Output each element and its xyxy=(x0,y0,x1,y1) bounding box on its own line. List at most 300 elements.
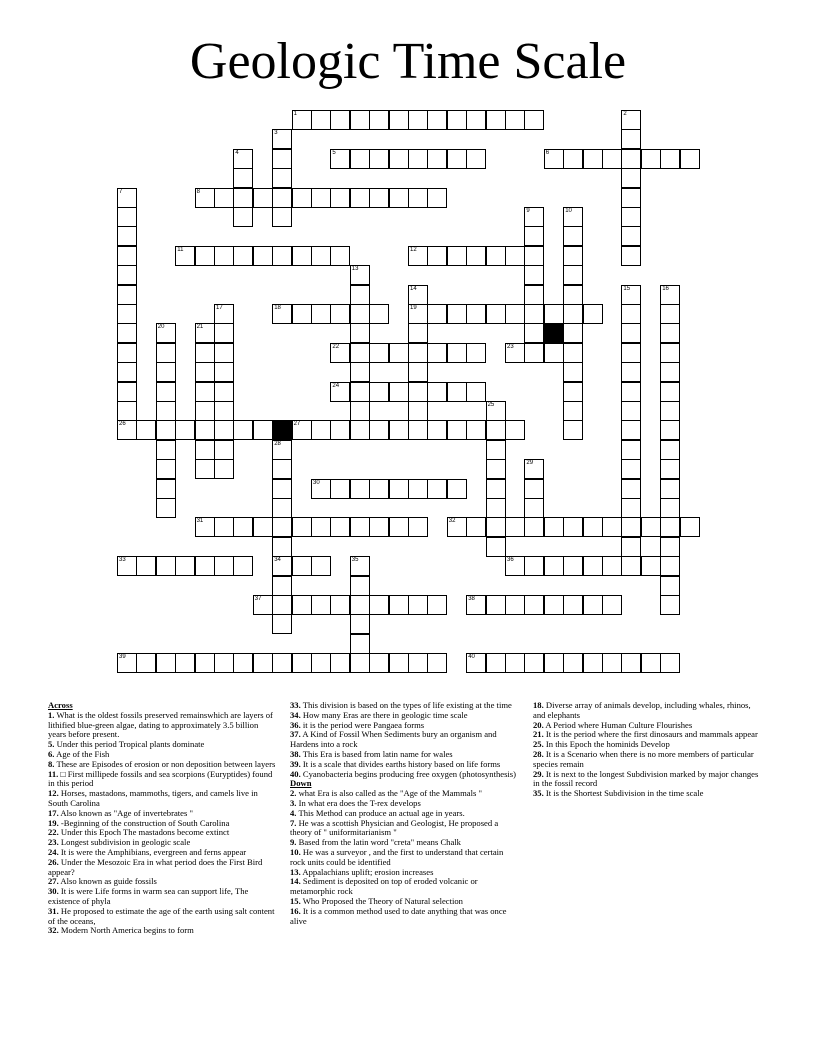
grid-cell[interactable] xyxy=(214,343,234,363)
grid-cell[interactable] xyxy=(233,653,253,673)
grid-cell[interactable] xyxy=(350,653,370,673)
grid-cell[interactable] xyxy=(117,323,137,343)
grid-cell[interactable] xyxy=(466,653,486,673)
grid-cell[interactable] xyxy=(214,440,234,460)
grid-cell[interactable] xyxy=(680,517,700,537)
grid-cell[interactable] xyxy=(427,188,447,208)
grid-cell[interactable] xyxy=(175,246,195,266)
grid-cell[interactable] xyxy=(621,343,641,363)
grid-cell[interactable] xyxy=(408,401,428,421)
grid-cell[interactable] xyxy=(544,517,564,537)
grid-cell[interactable] xyxy=(563,265,583,285)
grid-cell[interactable] xyxy=(350,323,370,343)
grid-cell[interactable] xyxy=(117,401,137,421)
grid-cell[interactable] xyxy=(195,653,215,673)
grid-cell[interactable] xyxy=(660,440,680,460)
grid-cell[interactable] xyxy=(660,556,680,576)
grid-cell[interactable] xyxy=(408,285,428,305)
grid-cell[interactable] xyxy=(233,188,253,208)
grid-cell[interactable] xyxy=(505,653,525,673)
grid-cell[interactable] xyxy=(408,110,428,130)
grid-cell[interactable] xyxy=(524,110,544,130)
grid-cell[interactable] xyxy=(175,556,195,576)
grid-cell[interactable] xyxy=(311,246,331,266)
grid-cell[interactable] xyxy=(524,653,544,673)
grid-cell[interactable] xyxy=(389,517,409,537)
grid-cell[interactable] xyxy=(156,401,176,421)
grid-cell[interactable] xyxy=(369,420,389,440)
grid-cell[interactable] xyxy=(466,246,486,266)
grid-cell[interactable] xyxy=(660,343,680,363)
grid-cell[interactable] xyxy=(447,343,467,363)
grid-cell[interactable] xyxy=(660,517,680,537)
grid-cell[interactable] xyxy=(350,110,370,130)
grid-cell[interactable] xyxy=(563,226,583,246)
grid-cell[interactable] xyxy=(524,498,544,518)
grid-cell[interactable] xyxy=(311,110,331,130)
grid-cell[interactable] xyxy=(350,265,370,285)
grid-cell[interactable] xyxy=(563,420,583,440)
grid-cell[interactable] xyxy=(389,420,409,440)
grid-cell[interactable] xyxy=(311,188,331,208)
grid-cell[interactable] xyxy=(156,343,176,363)
grid-cell[interactable] xyxy=(621,653,641,673)
grid-cell[interactable] xyxy=(369,517,389,537)
grid-cell[interactable] xyxy=(427,246,447,266)
grid-cell[interactable] xyxy=(660,537,680,557)
grid-cell[interactable] xyxy=(621,207,641,227)
grid-cell[interactable] xyxy=(272,440,292,460)
grid-cell[interactable] xyxy=(447,246,467,266)
grid-cell[interactable] xyxy=(427,595,447,615)
grid-cell[interactable] xyxy=(505,110,525,130)
grid-cell[interactable] xyxy=(350,556,370,576)
grid-cell[interactable] xyxy=(563,517,583,537)
grid-cell[interactable] xyxy=(214,304,234,324)
grid-cell[interactable] xyxy=(117,343,137,363)
grid-cell[interactable] xyxy=(272,168,292,188)
grid-cell[interactable] xyxy=(117,246,137,266)
grid-cell[interactable] xyxy=(563,246,583,266)
grid-cell[interactable] xyxy=(466,343,486,363)
grid-cell[interactable] xyxy=(583,149,603,169)
grid-cell[interactable] xyxy=(621,323,641,343)
grid-cell[interactable] xyxy=(195,362,215,382)
grid-cell[interactable] xyxy=(214,420,234,440)
grid-cell[interactable] xyxy=(253,246,273,266)
grid-cell[interactable] xyxy=(505,246,525,266)
grid-cell[interactable] xyxy=(369,188,389,208)
grid-cell[interactable] xyxy=(621,537,641,557)
grid-cell[interactable] xyxy=(621,498,641,518)
grid-cell[interactable] xyxy=(292,653,312,673)
grid-cell[interactable] xyxy=(389,595,409,615)
grid-cell[interactable] xyxy=(136,556,156,576)
grid-cell[interactable] xyxy=(330,420,350,440)
grid-cell[interactable] xyxy=(544,343,564,363)
grid-cell[interactable] xyxy=(486,498,506,518)
grid-cell[interactable] xyxy=(621,285,641,305)
grid-cell[interactable] xyxy=(621,401,641,421)
grid-cell[interactable] xyxy=(427,382,447,402)
grid-cell[interactable] xyxy=(311,479,331,499)
grid-cell[interactable] xyxy=(117,420,137,440)
grid-cell[interactable] xyxy=(563,556,583,576)
grid-cell[interactable] xyxy=(330,304,350,324)
grid-cell[interactable] xyxy=(253,517,273,537)
grid-cell[interactable] xyxy=(272,498,292,518)
grid-cell[interactable] xyxy=(563,149,583,169)
grid-cell[interactable] xyxy=(408,343,428,363)
grid-cell[interactable] xyxy=(330,479,350,499)
grid-cell[interactable] xyxy=(292,556,312,576)
grid-cell[interactable] xyxy=(408,149,428,169)
grid-cell[interactable] xyxy=(447,110,467,130)
grid-cell[interactable] xyxy=(253,188,273,208)
grid-cell[interactable] xyxy=(214,517,234,537)
grid-cell[interactable] xyxy=(195,459,215,479)
grid-cell[interactable] xyxy=(621,149,641,169)
grid-cell[interactable] xyxy=(505,556,525,576)
grid-cell[interactable] xyxy=(214,246,234,266)
grid-cell[interactable] xyxy=(583,653,603,673)
grid-cell[interactable] xyxy=(311,595,331,615)
grid-cell[interactable] xyxy=(311,517,331,537)
grid-cell[interactable] xyxy=(272,459,292,479)
grid-cell[interactable] xyxy=(350,382,370,402)
grid-cell[interactable] xyxy=(195,246,215,266)
grid-cell[interactable] xyxy=(563,362,583,382)
grid-cell[interactable] xyxy=(621,382,641,402)
grid-cell[interactable] xyxy=(350,479,370,499)
grid-cell[interactable] xyxy=(156,479,176,499)
grid-cell[interactable] xyxy=(156,382,176,402)
grid-cell[interactable] xyxy=(505,595,525,615)
grid-cell[interactable] xyxy=(233,246,253,266)
grid-cell[interactable] xyxy=(486,517,506,537)
grid-cell[interactable] xyxy=(195,401,215,421)
grid-cell[interactable] xyxy=(486,401,506,421)
grid-cell[interactable] xyxy=(408,382,428,402)
grid-cell[interactable] xyxy=(117,653,137,673)
grid-cell[interactable] xyxy=(621,246,641,266)
grid-cell[interactable] xyxy=(660,323,680,343)
grid-cell[interactable] xyxy=(311,420,331,440)
grid-cell[interactable] xyxy=(272,207,292,227)
grid-cell[interactable] xyxy=(330,382,350,402)
grid-cell[interactable] xyxy=(350,304,370,324)
grid-cell[interactable] xyxy=(466,149,486,169)
grid-cell[interactable] xyxy=(156,323,176,343)
grid-cell[interactable] xyxy=(369,382,389,402)
grid-cell[interactable] xyxy=(369,595,389,615)
grid-cell[interactable] xyxy=(369,304,389,324)
grid-cell[interactable] xyxy=(350,149,370,169)
grid-cell[interactable] xyxy=(427,479,447,499)
grid-cell[interactable] xyxy=(660,285,680,305)
grid-cell[interactable] xyxy=(621,459,641,479)
grid-cell[interactable] xyxy=(272,576,292,596)
grid-cell[interactable] xyxy=(660,576,680,596)
grid-cell[interactable] xyxy=(621,440,641,460)
grid-cell[interactable] xyxy=(486,246,506,266)
grid-cell[interactable] xyxy=(195,323,215,343)
grid-cell[interactable] xyxy=(660,304,680,324)
grid-cell[interactable] xyxy=(292,188,312,208)
grid-cell[interactable] xyxy=(369,343,389,363)
grid-cell[interactable] xyxy=(524,246,544,266)
grid-cell[interactable] xyxy=(214,188,234,208)
grid-cell[interactable] xyxy=(195,517,215,537)
grid-cell[interactable] xyxy=(563,343,583,363)
grid-cell[interactable] xyxy=(272,556,292,576)
grid-cell[interactable] xyxy=(447,420,467,440)
grid-cell[interactable] xyxy=(389,479,409,499)
grid-cell[interactable] xyxy=(136,420,156,440)
grid-cell[interactable] xyxy=(117,285,137,305)
grid-cell[interactable] xyxy=(350,595,370,615)
grid-cell[interactable] xyxy=(660,459,680,479)
grid-cell[interactable] xyxy=(563,653,583,673)
grid-cell[interactable] xyxy=(214,362,234,382)
grid-cell[interactable] xyxy=(156,440,176,460)
grid-cell[interactable] xyxy=(292,517,312,537)
grid-cell[interactable] xyxy=(117,207,137,227)
grid-cell[interactable] xyxy=(369,110,389,130)
grid-cell[interactable] xyxy=(330,110,350,130)
grid-cell[interactable] xyxy=(447,517,467,537)
grid-cell[interactable] xyxy=(447,479,467,499)
grid-cell[interactable] xyxy=(408,653,428,673)
grid-cell[interactable] xyxy=(427,420,447,440)
grid-cell[interactable] xyxy=(486,440,506,460)
grid-cell[interactable] xyxy=(408,362,428,382)
grid-cell[interactable] xyxy=(292,304,312,324)
grid-cell[interactable] xyxy=(641,517,661,537)
grid-cell[interactable] xyxy=(408,323,428,343)
grid-cell[interactable] xyxy=(660,653,680,673)
grid-cell[interactable] xyxy=(350,634,370,654)
grid-cell[interactable] xyxy=(447,149,467,169)
grid-cell[interactable] xyxy=(583,595,603,615)
grid-cell[interactable] xyxy=(369,479,389,499)
grid-cell[interactable] xyxy=(350,576,370,596)
grid-cell[interactable] xyxy=(272,188,292,208)
grid-cell[interactable] xyxy=(311,304,331,324)
grid-cell[interactable] xyxy=(156,459,176,479)
grid-cell[interactable] xyxy=(660,595,680,615)
grid-cell[interactable] xyxy=(330,343,350,363)
grid-cell[interactable] xyxy=(136,653,156,673)
grid-cell[interactable] xyxy=(233,420,253,440)
grid-cell[interactable] xyxy=(117,362,137,382)
grid-cell[interactable] xyxy=(466,382,486,402)
grid-cell[interactable] xyxy=(117,265,137,285)
grid-cell[interactable] xyxy=(175,653,195,673)
grid-cell[interactable] xyxy=(311,556,331,576)
grid-cell[interactable] xyxy=(544,304,564,324)
grid-cell[interactable] xyxy=(330,188,350,208)
grid-cell[interactable] xyxy=(350,401,370,421)
grid-cell[interactable] xyxy=(563,207,583,227)
grid-cell[interactable] xyxy=(621,362,641,382)
grid-cell[interactable] xyxy=(660,362,680,382)
grid-cell[interactable] xyxy=(311,653,331,673)
grid-cell[interactable] xyxy=(292,110,312,130)
grid-cell[interactable] xyxy=(117,226,137,246)
grid-cell[interactable] xyxy=(466,517,486,537)
grid-cell[interactable] xyxy=(621,304,641,324)
grid-cell[interactable] xyxy=(602,517,622,537)
grid-cell[interactable] xyxy=(253,420,273,440)
grid-cell[interactable] xyxy=(621,168,641,188)
grid-cell[interactable] xyxy=(583,556,603,576)
grid-cell[interactable] xyxy=(292,246,312,266)
grid-cell[interactable] xyxy=(389,149,409,169)
grid-cell[interactable] xyxy=(233,556,253,576)
grid-cell[interactable] xyxy=(389,382,409,402)
grid-cell[interactable] xyxy=(389,653,409,673)
grid-cell[interactable] xyxy=(292,595,312,615)
grid-cell[interactable] xyxy=(427,653,447,673)
grid-cell[interactable] xyxy=(524,459,544,479)
grid-cell[interactable] xyxy=(486,304,506,324)
grid-cell[interactable] xyxy=(660,401,680,421)
grid-cell[interactable] xyxy=(602,595,622,615)
grid-cell[interactable] xyxy=(524,343,544,363)
grid-cell[interactable] xyxy=(272,595,292,615)
grid-cell[interactable] xyxy=(117,556,137,576)
grid-cell[interactable] xyxy=(272,537,292,557)
grid-cell[interactable] xyxy=(505,343,525,363)
grid-cell[interactable] xyxy=(272,479,292,499)
grid-cell[interactable] xyxy=(214,556,234,576)
grid-cell[interactable] xyxy=(427,343,447,363)
grid-cell[interactable] xyxy=(272,653,292,673)
grid-cell[interactable] xyxy=(233,168,253,188)
grid-cell[interactable] xyxy=(233,149,253,169)
grid-cell[interactable] xyxy=(621,129,641,149)
grid-cell[interactable] xyxy=(544,653,564,673)
grid-cell[interactable] xyxy=(214,401,234,421)
grid-cell[interactable] xyxy=(524,285,544,305)
grid-cell[interactable] xyxy=(563,401,583,421)
grid-cell[interactable] xyxy=(563,304,583,324)
grid-cell[interactable] xyxy=(427,149,447,169)
grid-cell[interactable] xyxy=(621,556,641,576)
grid-cell[interactable] xyxy=(156,653,176,673)
grid-cell[interactable] xyxy=(660,479,680,499)
grid-cell[interactable] xyxy=(641,149,661,169)
grid-cell[interactable] xyxy=(292,420,312,440)
grid-cell[interactable] xyxy=(660,382,680,402)
grid-cell[interactable] xyxy=(524,595,544,615)
grid-cell[interactable] xyxy=(330,246,350,266)
grid-cell[interactable] xyxy=(214,653,234,673)
grid-cell[interactable] xyxy=(214,459,234,479)
grid-cell[interactable] xyxy=(272,149,292,169)
grid-cell[interactable] xyxy=(330,653,350,673)
grid-cell[interactable] xyxy=(544,595,564,615)
grid-cell[interactable] xyxy=(427,110,447,130)
grid-cell[interactable] xyxy=(447,304,467,324)
grid-cell[interactable] xyxy=(233,207,253,227)
grid-cell[interactable] xyxy=(621,479,641,499)
grid-cell[interactable] xyxy=(272,614,292,634)
grid-cell[interactable] xyxy=(524,517,544,537)
grid-cell[interactable] xyxy=(524,226,544,246)
grid-cell[interactable] xyxy=(621,420,641,440)
grid-cell[interactable] xyxy=(350,343,370,363)
grid-cell[interactable] xyxy=(680,149,700,169)
grid-cell[interactable] xyxy=(660,498,680,518)
grid-cell[interactable] xyxy=(408,479,428,499)
grid-cell[interactable] xyxy=(563,285,583,305)
grid-cell[interactable] xyxy=(660,420,680,440)
grid-cell[interactable] xyxy=(602,556,622,576)
grid-cell[interactable] xyxy=(272,246,292,266)
grid-cell[interactable] xyxy=(195,343,215,363)
grid-cell[interactable] xyxy=(641,653,661,673)
grid-cell[interactable] xyxy=(195,382,215,402)
grid-cell[interactable] xyxy=(524,265,544,285)
grid-cell[interactable] xyxy=(369,149,389,169)
grid-cell[interactable] xyxy=(369,653,389,673)
grid-cell[interactable] xyxy=(233,517,253,537)
grid-cell[interactable] xyxy=(466,595,486,615)
grid-cell[interactable] xyxy=(660,149,680,169)
grid-cell[interactable] xyxy=(563,323,583,343)
grid-cell[interactable] xyxy=(156,556,176,576)
grid-cell[interactable] xyxy=(272,517,292,537)
grid-cell[interactable] xyxy=(389,343,409,363)
grid-cell[interactable] xyxy=(602,653,622,673)
grid-cell[interactable] xyxy=(408,304,428,324)
grid-cell[interactable] xyxy=(408,420,428,440)
grid-cell[interactable] xyxy=(389,110,409,130)
grid-cell[interactable] xyxy=(466,304,486,324)
grid-cell[interactable] xyxy=(195,556,215,576)
grid-cell[interactable] xyxy=(175,420,195,440)
grid-cell[interactable] xyxy=(524,479,544,499)
grid-cell[interactable] xyxy=(486,420,506,440)
grid-cell[interactable] xyxy=(195,188,215,208)
grid-cell[interactable] xyxy=(505,420,525,440)
grid-cell[interactable] xyxy=(330,517,350,537)
grid-cell[interactable] xyxy=(563,595,583,615)
grid-cell[interactable] xyxy=(350,362,370,382)
grid-cell[interactable] xyxy=(350,188,370,208)
grid-cell[interactable] xyxy=(330,595,350,615)
grid-cell[interactable] xyxy=(486,479,506,499)
grid-cell[interactable] xyxy=(486,110,506,130)
grid-cell[interactable] xyxy=(486,595,506,615)
grid-cell[interactable] xyxy=(350,420,370,440)
grid-cell[interactable] xyxy=(602,149,622,169)
grid-cell[interactable] xyxy=(117,188,137,208)
grid-cell[interactable] xyxy=(156,498,176,518)
grid-cell[interactable] xyxy=(486,459,506,479)
grid-cell[interactable] xyxy=(350,285,370,305)
grid-cell[interactable] xyxy=(214,382,234,402)
grid-cell[interactable] xyxy=(408,188,428,208)
grid-cell[interactable] xyxy=(466,420,486,440)
grid-cell[interactable] xyxy=(621,517,641,537)
grid-cell[interactable] xyxy=(621,110,641,130)
grid-cell[interactable] xyxy=(641,556,661,576)
grid-cell[interactable] xyxy=(156,362,176,382)
grid-cell[interactable] xyxy=(621,226,641,246)
